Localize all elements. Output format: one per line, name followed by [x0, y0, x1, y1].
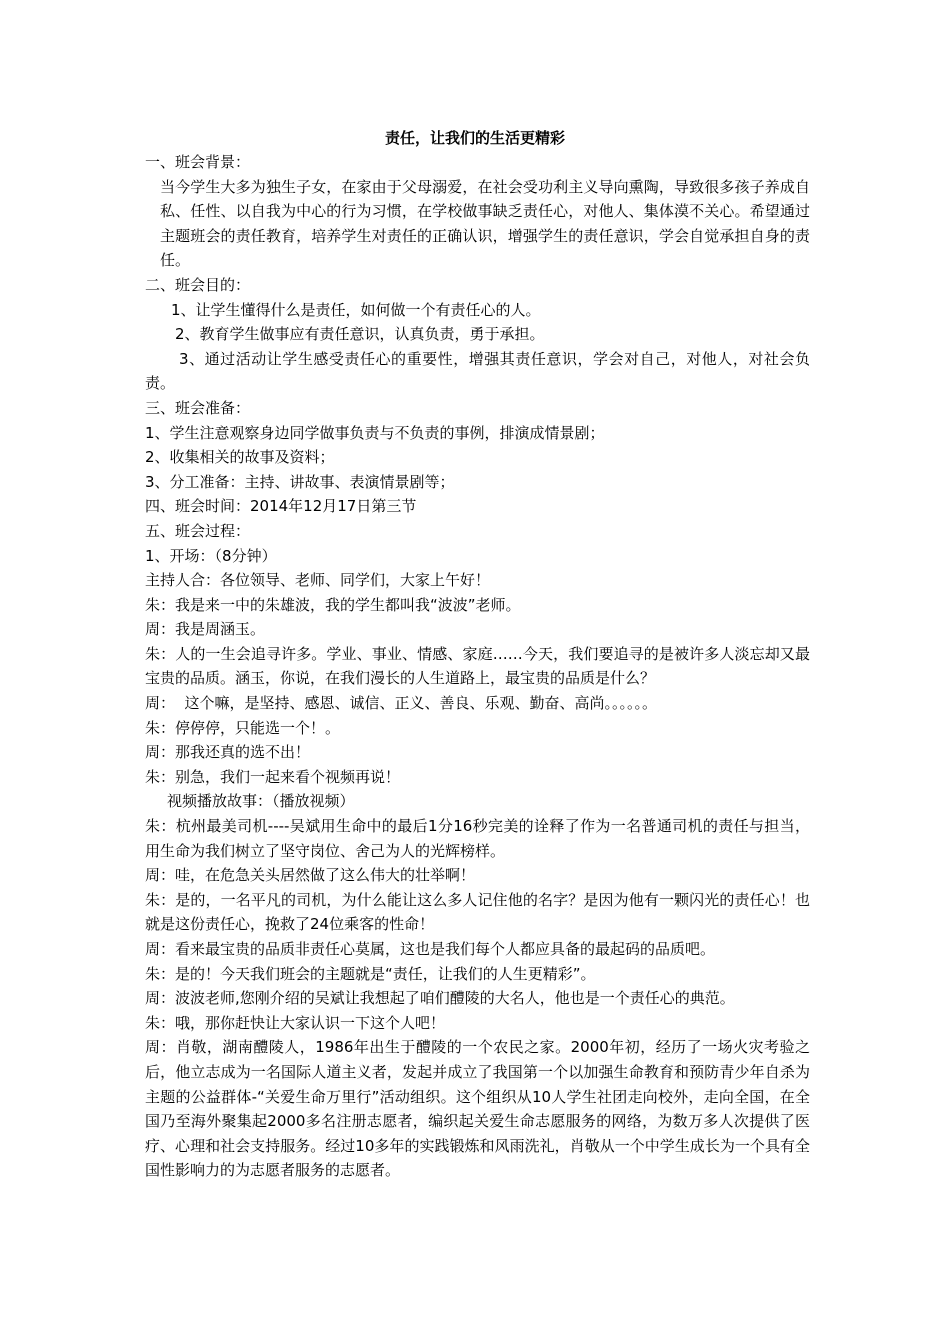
section-heading-preparation: 三、班会准备： — [145, 398, 251, 417]
dialogue-line: 周：哇，在危急关头居然做了这么伟大的壮举啊！ — [145, 866, 476, 885]
dialogue-line: 朱：杭州最美司机----吴斌用生命中的最后1分16秒完美的诠释了作为一名普通司机的责任与担当，用生命为我们树立了坚守岗位、舍己为人的光辉榜样。 — [145, 817, 810, 860]
dialogue-line: 朱：别急，我们一起来看个视频再说！ — [145, 767, 401, 786]
preparation-item-1: 1、学生注意观察身边同学做事负责与不负责的事例，排演成情景剧； — [145, 423, 605, 442]
purpose-item-3 — [145, 347, 810, 396]
dialogue-line: 周：肖敬，湖南醴陵人，1986年出生于醴陵的一个农民之家。2000年初，经历了一场火灾考验之后，他立志成为一名国际人道主义者，发起并成立了我国第一个以加强生命教育和预防青少年自杀为主题的公益群体-“关爱生命万里行”活动组织。这个组织从10人学生社团走向校外，走向全国，在全国乃至海外聚集起2000多名注册志愿者，编织起关爱生命志愿服务的网络，为数万多人次提供了医疗、心理和社会支持服务。经过10多年的实践锻炼和风雨洗礼，肖敬从一个中学生成长为一个具有全国性影响力的为志愿者服务的志愿者。 — [145, 1038, 810, 1180]
dialogue-line: 朱：人的一生会追寻许多。学业、事业、情感、家庭……今天，我们要追寻的是被许多人淡忘却又最宝贵的品质。涵玉，你说，在我们漫长的人生道路上，最宝贵的品质是什么？ — [145, 644, 810, 688]
dialogue-line: 朱：停停停，只能选一个！。 — [145, 718, 341, 737]
background-paragraph: 当今学生大多为独生子女，在家由于父母溺爱，在社会受功利主义导向熏陶，导致很多孩子养成自私、任性、以自我为中心的行为习惯，在学校做事缺乏责任心，对他人、集体漠不关心。希望通过主题班会的责任教育，培养学生对责任的正确认识，增强学生的责任意识，学会自觉承担自身的责任。 — [160, 177, 810, 270]
dialogue-line: 朱：是的，一名平凡的司机，为什么能让这么多人记住他的名字？是因为他有一颗闪光的责任心！也就是这份责任心，挽救了24位乘客的性命！ — [145, 890, 810, 934]
purpose-item-2: 2、教育学生做事应有责任意识，认真负责，勇于承担。 — [175, 325, 545, 344]
section-heading-process: 五、班会过程： — [145, 521, 251, 540]
purpose-item-1: 1、让学生懂得什么是责任，如何做一个有责任心的人。 — [171, 300, 541, 319]
section-heading-background: 一、班会背景： — [145, 153, 251, 171]
dialogue-line: 周：我是周涵玉。 — [145, 620, 266, 639]
dialogue-line: 周：波波老师,您刚介绍的吴斌让我想起了咱们醴陵的大名人，他也是一个责任心的典范。 — [145, 989, 735, 1008]
process-step-opening: 1、开场：（8分钟） — [145, 546, 277, 565]
dialogue-line: 周： 这个嘛，是坚持、感恩、诚信、正义、善良、乐观、勤奋、高尚。。。。。。 — [145, 694, 658, 713]
document-body — [145, 150, 810, 1183]
section-heading-time: 四、班会时间：2014年12月17日第三节 — [145, 497, 417, 516]
purpose-item-3-text: 3、通过活动让学生感受责任心的重要性，增强其责任意识，学会对自己，对他人，对社会负责。 — [145, 349, 810, 393]
section-heading-purpose: 二、班会目的： — [145, 275, 251, 294]
preparation-item-2: 2、收集相关的故事及资料； — [145, 448, 335, 467]
dialogue-line: 周：那我还真的选不出！ — [145, 743, 311, 762]
preparation-item-3: 3、分工准备：主持、讲故事、表演情景剧等； — [145, 472, 455, 491]
dialogue-line: 周：看来最宝贵的品质非责任心莫属，这也是我们每个人都应具备的最起码的品质吧。 — [145, 940, 716, 958]
video-note: 视频播放故事：（播放视频） — [167, 792, 355, 811]
dialogue-line: 朱：是的！今天我们班会的主题就是“责任，让我们的人生更精彩”。 — [145, 964, 596, 983]
dialogue-line: 朱：我是来一中的朱雄波，我的学生都叫我“波波”老师。 — [145, 595, 521, 614]
document-title: 责任，让我们的生活更精彩 — [384, 129, 565, 147]
dialogue-line: 朱：哦，那你赶快让大家认识一下这个人吧！ — [145, 1013, 446, 1032]
dialogue-line: 主持人合：各位领导、老师、同学们，大家上午好！ — [145, 571, 491, 590]
